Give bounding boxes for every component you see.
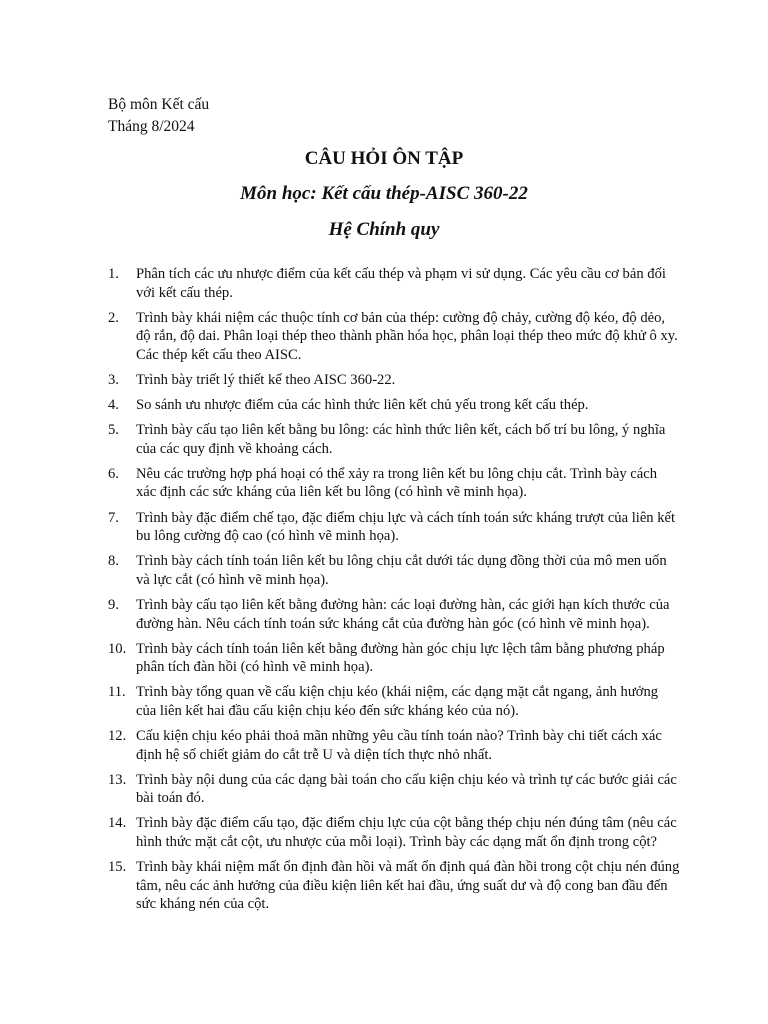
list-item — [108, 552, 680, 589]
department-name: Bộ môn Kết cấu — [108, 96, 210, 113]
question-text: Trình bày cấu tạo liên kết bằng bu lông: các hình thức liên kết, cách bố trí bu lông, ý nghĩa của các quy định về khoảng cách. — [136, 422, 666, 457]
list-item — [108, 727, 680, 764]
question-text: Trình bày triết lý thiết kế theo AISC 360-22. — [136, 371, 396, 388]
list-item — [108, 596, 680, 633]
question-text: Trình bày khái niệm các thuộc tính cơ bản của thép: cường độ chảy, cường độ kéo, độ dẻo, độ rắn, độ dai. Phân loại thép theo thành phần hóa học, phân loại thép theo mức độ khử ô xy. Các thép kết cấu theo AISC. — [136, 309, 678, 363]
question-text: Nêu các trường hợp phá hoại có thể xảy ra trong liên kết bu lông chịu cắt. Trình bày cách xác định các sức kháng của liên kết bu lông (có hình vẽ minh họa). — [136, 465, 658, 501]
question-number: 15. — [108, 859, 127, 876]
question-text: Trình bày tổng quan về cấu kiện chịu kéo (khái niệm, các dạng mặt cắt ngang, ảnh hưởng của liên kết hai đầu cấu kiện chịu kéo đến sức kháng kéo của nó). — [136, 684, 659, 719]
question-text: So sánh ưu nhược điểm của các hình thức liên kết chủ yếu trong kết cấu thép. — [136, 397, 589, 414]
question-number: 10. — [108, 640, 127, 657]
list-item — [108, 265, 680, 302]
list-item — [108, 814, 680, 851]
list-item — [108, 309, 680, 365]
list-item — [108, 858, 680, 914]
list-item — [108, 421, 680, 458]
question-number: 11. — [108, 684, 126, 701]
list-item — [108, 509, 680, 546]
program-title: Hệ Chính quy — [328, 219, 440, 240]
question-number: 2. — [108, 309, 119, 326]
question-text: Trình bày đặc điểm chế tạo, đặc điểm chịu lực và cách tính toán sức kháng trượt của liên kết bu lông cường độ cao (có hình vẽ minh họa). — [136, 509, 676, 545]
question-number: 12. — [108, 727, 127, 744]
question-text: Trình bày nội dung của các dạng bài toán cho cấu kiện chịu kéo và trình tự các bước giải các bài toán đó. — [136, 771, 677, 807]
list-item — [108, 465, 680, 502]
question-text: Trình bày đặc điểm cấu tạo, đặc điểm chịu lực của cột bằng thép chịu nén đúng tâm (nêu các hình thức mặt cắt cột, ưu nhược của mỗi loại). Trình bày các dạng mất ổn định trong cột? — [136, 815, 677, 850]
question-text: Trình bày cấu tạo liên kết bằng đường hàn: các loại đường hàn, các giới hạn kích thước của đường hàn. Nêu cách tính toán sức kháng cắt của đường hàn góc (có hình vẽ minh họa). — [136, 596, 670, 632]
question-number: 9. — [108, 596, 119, 613]
document-title: CÂU HỎI ÔN TẬP — [304, 148, 464, 169]
question-number: 8. — [108, 553, 119, 570]
question-text: Cấu kiện chịu kéo phải thoả mãn những yêu cầu tính toán nào? Trình bày chi tiết cách xác định hệ số chiết giảm do cắt trễ U và diện tích thực nhỏ nhất. — [136, 727, 662, 763]
subject-title: Môn học: Kết cấu thép-AISC 360-22 — [240, 183, 528, 204]
question-number: 6. — [108, 465, 119, 482]
question-number: 13. — [108, 771, 127, 788]
list-item — [108, 371, 680, 390]
header-block — [108, 94, 209, 138]
question-number: 3. — [108, 371, 119, 388]
question-text: Trình bày khái niệm mất ổn định đàn hồi và mất ổn định quá đàn hồi trong cột chịu nén đúng tâm, nêu các ảnh hưởng của điều kiện liên kết hai đầu, ứng suất dư và độ cong ban đầu đến sức kháng nén của cột. — [136, 859, 680, 913]
question-text: Trình bày cách tính toán liên kết bu lông chịu cắt dưới tác dụng đồng thời của mô men uốn và lực cắt (có hình vẽ minh họa). — [136, 553, 667, 588]
question-list — [108, 265, 680, 920]
list-item — [108, 771, 680, 808]
question-number: 5. — [108, 422, 119, 439]
list-item — [108, 396, 680, 415]
question-number: 4. — [108, 397, 119, 414]
question-text: Trình bày cách tính toán liên kết bằng đường hàn góc chịu lực lệch tâm bằng phương pháp phân tích đàn hồi (có hình vẽ minh họa). — [136, 640, 665, 676]
question-number: 7. — [108, 509, 119, 526]
list-item — [108, 640, 680, 677]
list-item — [108, 683, 680, 720]
question-number: 14. — [108, 815, 127, 832]
question-text: Phân tích các ưu nhược điểm của kết cấu thép và phạm vi sử dụng. Các yêu cầu cơ bản đối với kết cấu thép. — [136, 266, 666, 301]
question-number: 1. — [108, 266, 119, 282]
document-date: Tháng 8/2024 — [108, 118, 195, 135]
